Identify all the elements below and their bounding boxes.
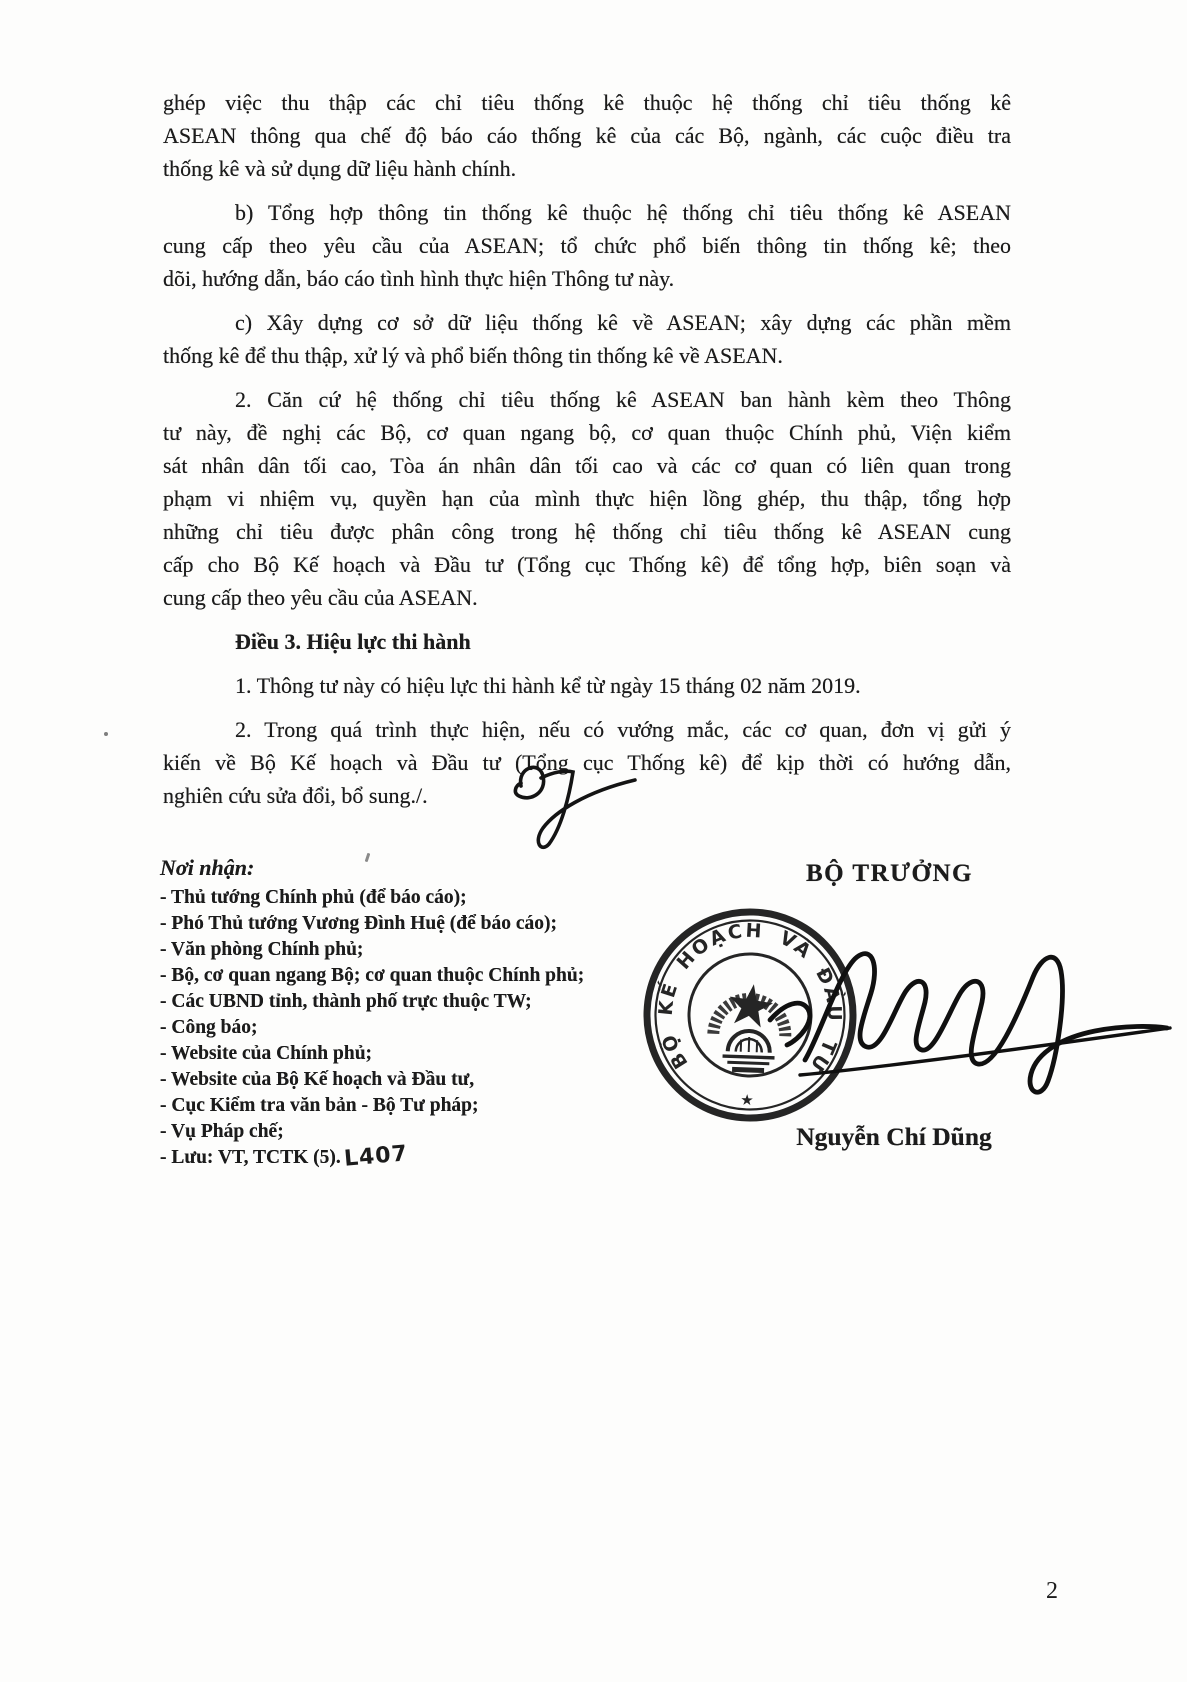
- recipient-item: - Văn phòng Chính phủ;: [160, 939, 364, 960]
- paragraph: [163, 669, 1011, 702]
- article-heading: [163, 625, 1011, 658]
- text-line: sát nhân dân tối cao, Tòa án nhân dân tối cao và các cơ quan có liên quan trong: [163, 453, 1011, 478]
- recipient-item: - Bộ, cơ quan ngang Bộ; cơ quan thuộc Chính phủ;: [160, 965, 585, 986]
- scan-artifact-dot: [104, 732, 108, 736]
- text-line: thống kê và sử dụng dữ liệu hành chính.: [163, 156, 517, 181]
- recipient-item: - Vụ Pháp chế;: [160, 1121, 284, 1142]
- recipients-list: [160, 885, 680, 1171]
- paragraph: [163, 383, 1011, 614]
- text-line: c) Xây dựng cơ sở dữ liệu thống kê về ASEAN; xây dựng các phần mềm: [235, 310, 1011, 335]
- paragraph: [163, 86, 1011, 185]
- text-line: 1. Thông tư này có hiệu lực thi hành kể từ ngày 15 tháng 02 năm 2019.: [235, 673, 861, 698]
- minister-title: BỘ TRƯỞNG: [806, 860, 973, 887]
- text-line: ASEAN thông qua chế độ báo cáo thống kê của các Bộ, ngành, các cuộc điều tra: [163, 123, 1011, 148]
- recipient-item: - Các UBND tỉnh, thành phố trực thuộc TW;: [160, 991, 532, 1012]
- recipient-item: - Lưu: VT, TCTK (5).: [160, 1147, 341, 1168]
- paragraph: [163, 196, 1011, 295]
- text-line: b) Tổng hợp thông tin thống kê thuộc hệ thống chỉ tiêu thống kê ASEAN: [235, 200, 1011, 225]
- minister-signature: [745, 925, 1180, 1100]
- text-line: những chỉ tiêu được phân công trong hệ thống chỉ tiêu thống kê ASEAN cung: [163, 519, 1011, 544]
- body-paragraphs: [163, 86, 1011, 812]
- text-line: nghiên cứu sửa đổi, bổ sung./.: [163, 783, 428, 808]
- text-line: ghép việc thu thập các chỉ tiêu thống kê thuộc hệ thống chỉ tiêu thống kê: [163, 90, 1011, 115]
- text-line: 2. Căn cứ hệ thống chỉ tiêu thống kê ASEAN ban hành kèm theo Thông: [235, 387, 1011, 412]
- seal-ring-text: BỘ KẾ HOẠCH VÀ ĐẦU TƯ: [654, 919, 846, 1078]
- seal-bottom-star: ★: [739, 1092, 755, 1110]
- text-line: cung cấp theo yêu cầu của ASEAN.: [163, 585, 478, 610]
- recipients-heading: Nơi nhận:: [160, 855, 255, 880]
- text-line: cấp cho Bộ Kế hoạch và Đầu tư (Tổng cục Thống kê) để tổng hợp, biên soạn và: [163, 552, 1011, 577]
- page-number: 2: [1046, 1578, 1058, 1604]
- handwritten-initial-signature: [505, 752, 640, 857]
- signer-name: Nguyễn Chí Dũng: [796, 1122, 992, 1151]
- text-line: Điều 3. Hiệu lực thi hành: [235, 629, 471, 654]
- text-line: tư này, đề nghị các Bộ, cơ quan ngang bộ, cơ quan thuộc Chính phủ, Viện kiểm: [163, 420, 1011, 445]
- text-line: dõi, hướng dẫn, báo cáo tình hình thực hiện Thông tư này.: [163, 266, 675, 291]
- recipient-item: - Phó Thủ tướng Vương Đình Huệ (để báo cáo);: [160, 913, 557, 934]
- recipient-item: - Cục Kiểm tra văn bản - Bộ Tư pháp;: [160, 1095, 479, 1116]
- paragraph: [163, 306, 1011, 372]
- text-line: cung cấp theo yêu cầu của ASEAN; tổ chức phổ biến thông tin thống kê; theo: [163, 233, 1011, 258]
- text-line: phạm vi nhiệm vụ, quyền hạn của mình thực hiện lồng ghép, thu thập, tổng hợp: [163, 486, 1011, 511]
- recipient-item: - Website của Chính phủ;: [160, 1043, 373, 1064]
- text-line: thống kê để thu thập, xử lý và phổ biến thông tin thống kê về ASEAN.: [163, 343, 783, 368]
- recipients-block: [160, 855, 680, 1171]
- recipient-item: - Thủ tướng Chính phủ (để báo cáo);: [160, 887, 467, 908]
- text-line: kiến về Bộ Kế hoạch và Đầu tư (Tổng cục Thống kê) để kịp thời có hướng dẫn,: [163, 750, 1011, 775]
- handwritten-filing-note: L407: [343, 1141, 409, 1172]
- recipient-item: - Công báo;: [160, 1017, 258, 1038]
- text-line: 2. Trong quá trình thực hiện, nếu có vướng mắc, các cơ quan, đơn vị gửi ý: [235, 717, 1011, 742]
- recipient-item: - Website của Bộ Kế hoạch và Đầu tư,: [160, 1069, 475, 1090]
